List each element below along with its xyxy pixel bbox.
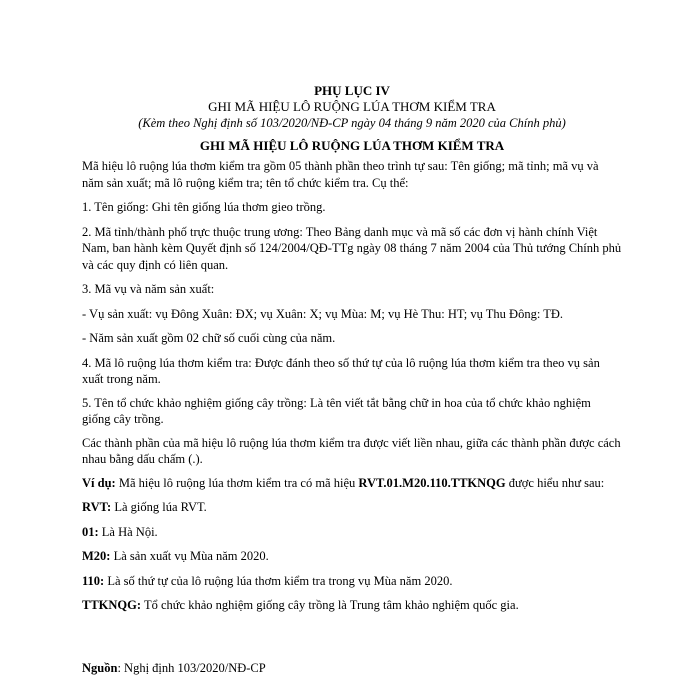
definition-item <box>82 597 622 614</box>
intro-paragraph: Mã hiệu lô ruộng lúa thơm kiểm tra gồm 05 thành phần theo trình tự sau: Tên giống; mã tỉnh; mã vụ và năm sản xuất; mã lô ruộng kiểm tra; tên tổ chức kiểm tra. Cụ thể: <box>82 159 599 190</box>
appendix-subtitle: (Kèm theo Nghị định số 103/2020/NĐ-CP ngày 04 tháng 9 năm 2020 của Chính phủ) <box>138 116 566 130</box>
definition-item <box>82 499 622 516</box>
separator-note: Các thành phần của mã hiệu lô ruộng lúa thơm kiểm tra được viết liền nhau, giữa các thành phần được cách nhau bằng dấu chấm (.). <box>82 435 621 466</box>
definition-text: Là Hà Nội. <box>98 524 158 539</box>
item-5: 5. Tên tổ chức khảo nghiệm giống cây trồng: Là tên viết tắt bằng chữ in hoa của tổ chức khảo nghiệm giống cây trồng. <box>82 395 591 426</box>
item-3: 3. Mã vụ và năm sản xuất: <box>82 282 215 296</box>
definition-code: 110: <box>82 573 105 588</box>
definition-code: 01: <box>82 524 99 539</box>
definition-item <box>82 573 622 590</box>
definition-code: M20: <box>82 549 111 563</box>
item-4: 4. Mã lô ruộng lúa thơm kiểm tra: Được đánh theo số thứ tự của lô ruộng lúa thơm kiểm tra theo vụ sản xuất trong năm. <box>82 355 600 386</box>
appendix-label: PHỤ LỤC IV <box>314 83 390 98</box>
definition-code: RVT: <box>82 500 112 514</box>
source-label: Nguồn <box>82 661 118 675</box>
definition-text: Là giống lúa RVT. <box>111 500 207 514</box>
appendix-title: GHI MÃ HIỆU LÔ RUỘNG LÚA THƠM KIỂM TRA <box>208 99 496 114</box>
example-code: RVT.01.M20.110.TTKNQG <box>358 475 506 490</box>
item-1: 1. Tên giống: Ghi tên giống lúa thơm gieo trồng. <box>82 200 326 214</box>
definition-text: Là sản xuất vụ Mùa năm 2020. <box>110 549 269 563</box>
definition-code: TTKNQG: <box>82 598 142 612</box>
example-paragraph <box>82 475 622 492</box>
source-text: : Nghị định 103/2020/NĐ-CP <box>117 661 266 675</box>
definition-item <box>82 548 622 565</box>
definition-text: Là số thứ tự của lô ruộng lúa thơm kiểm tra trong vụ Mùa năm 2020. <box>104 573 453 588</box>
item-3a: - Vụ sản xuất: vụ Đông Xuân: ĐX; vụ Xuân: X; vụ Mùa: M; vụ Hè Thu: HT; vụ Thu Đông: TĐ. <box>82 306 563 321</box>
example-label: Ví dụ: <box>82 475 116 490</box>
definition-item <box>82 524 622 541</box>
document-page <box>82 82 622 614</box>
source-footer <box>82 660 266 676</box>
example-text-after: được hiểu như sau: <box>505 475 605 490</box>
item-2: 2. Mã tỉnh/thành phố trực thuộc trung ương: Theo Bảng danh mục và mã số các đơn vị hành chính Việt Nam, ban hành kèm Quyết định số 124/2004/QĐ-TTg ngày 08 tháng 7 năm 2004 của Thủ tướng Chính phủ và các quy định có liên quan. <box>82 224 622 272</box>
section-heading: GHI MÃ HIỆU LÔ RUỘNG LÚA THƠM KIỂM TRA <box>199 138 505 153</box>
example-text-before: Mã hiệu lô ruộng lúa thơm kiểm tra có mã hiệu <box>115 475 359 490</box>
definition-text: Tổ chức khảo nghiệm giống cây trồng là Trung tâm khảo nghiệm quốc gia. <box>141 598 519 612</box>
item-3b: - Năm sản xuất gồm 02 chữ số cuối cùng của năm. <box>82 331 336 345</box>
